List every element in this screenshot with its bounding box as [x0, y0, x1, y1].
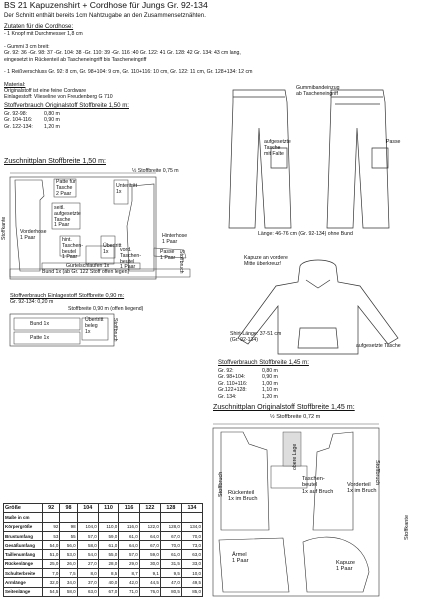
- piece-vorderteil: Vorderteil 1x im Bruch: [347, 482, 377, 495]
- pants-illustration: [225, 85, 415, 238]
- hoodie-tasche-label: aufgesetzte Tasche: [356, 343, 401, 349]
- size-table-cell: 59,0: [139, 550, 160, 559]
- size-table-cell: 116,0: [119, 522, 140, 531]
- zutaten-line: - 1 Reißverschluss Gr. 92: 8 cm, Gr. 98+104: 9 cm, Gr. 110+116: 10 cm, Gr. 122: 11 cm, Gr. 128+134: 12 cm: [4, 69, 253, 76]
- size-table-cell: 31,5: [160, 559, 181, 568]
- size-table-cell: 40,0: [98, 578, 119, 587]
- size-table-cell: 53,0: [60, 550, 77, 559]
- einlage-row: Gr. 92-134: 0,20 m: [10, 299, 54, 305]
- size-row: Gr. 92-98: 0,80 m: [4, 111, 60, 117]
- pants-passe-label: Passe: [386, 139, 401, 145]
- size-table-header-cell: 92: [43, 504, 60, 513]
- size-table-cell: 64,0: [139, 531, 160, 540]
- zutaten-line: - Gummi 3 cm breit:: [4, 43, 50, 50]
- pants-tasche-label: aufgesetzte Tasche mit Falte: [264, 139, 291, 157]
- size-table-cell: 63,0: [77, 587, 98, 596]
- size-table-cell: 61,0: [160, 550, 181, 559]
- size-table-cell: 56,0: [60, 541, 77, 550]
- hoodie-length-label: Shirt-Länge: 37-51 cm (Gr. 92-134): [230, 331, 282, 343]
- size-table-header: [4, 504, 203, 513]
- shirt-obere-lage: obere Lage: [292, 443, 298, 470]
- size-table-cell: 104,0: [77, 522, 98, 531]
- pants-stoffkante: Stoffkante: [1, 216, 7, 240]
- size-table-cell: 7,0: [43, 569, 60, 578]
- piece-untertritt: Unteritritt 1x: [116, 183, 138, 195]
- einlage-heading: Stoffverbrauch Einlagestoff Stoffbreite 0,90 m:: [10, 293, 125, 299]
- size-table-cell: 34,0: [60, 578, 77, 587]
- zuschnittplan-pants-heading: Zuschnittplan Stoffbreite 1,50 m:: [4, 157, 106, 165]
- table-row: [4, 531, 203, 540]
- stoffverbrauch-shirt-heading: Stoffverbrauch Stoffbreite 1,45 m:: [218, 359, 309, 366]
- size-row: Gr. 122-134: 1,20 m: [4, 123, 60, 130]
- size-table-cell: 128,0: [160, 522, 181, 531]
- size-table-subheader-cell: Maße in cm: [4, 513, 43, 522]
- size-row: Gr. 92: 0,80 m: [218, 368, 278, 374]
- shirt-cutting-plan: [213, 422, 385, 598]
- shirt-stoffbruch-right: Stoffbruch: [374, 460, 380, 486]
- table-row: [4, 559, 203, 568]
- size-table-row-label: Rückenlänge: [4, 559, 43, 568]
- size-table-cell: 37,0: [77, 578, 98, 587]
- size-table-cell: 57,0: [77, 531, 98, 540]
- size-table-cell: 29,0: [119, 559, 140, 568]
- shirt-stoffkante: Stoffkante: [404, 514, 410, 540]
- size-table-cell: 42,0: [119, 578, 140, 587]
- pants-gummi-label: Gummibandeinzug ab Tascheneingriff: [296, 85, 340, 97]
- size-table-cell: 10,0: [181, 569, 202, 578]
- zutaten-line: eingesetzt in Rückenteil ab Tascheneingriff bis Tascheneingriff: [4, 56, 147, 63]
- size-table-cell: 70,0: [160, 541, 181, 550]
- size-table-cell: 58,0: [77, 541, 98, 550]
- size-table-cell: 28,0: [98, 559, 119, 568]
- piece-vord-taschenbeutel: vord. Taschen- beutel 1 Paar: [120, 247, 142, 271]
- size-table-cell: 57,0: [119, 550, 140, 559]
- size-table-cell: 33,0: [181, 559, 202, 568]
- size-table-row-label: Schulterbreite: [4, 569, 43, 578]
- size-table-cell: 110,0: [98, 522, 119, 531]
- size-row: Gr. 134: 1,20 m: [218, 393, 278, 400]
- material-line: Originalstoff ist eine feine Cordware: [4, 88, 87, 94]
- size-table-cell: 85,0: [181, 587, 202, 596]
- einlage-width: Stoffbreite 0,90 m (offen liegend): [68, 306, 144, 312]
- size-table-header-cell: 110: [98, 504, 119, 513]
- size-table-cell: 67,0: [160, 531, 181, 540]
- piece-rueckenteil: Rückenteil 1x im Bruch: [228, 490, 258, 503]
- shirt-stoffbruch-left: Stoffbruch: [218, 471, 224, 497]
- size-table-cell: 9,5: [160, 569, 181, 578]
- pants-half-width: ½ Stoffbreite 0,75 m: [132, 168, 179, 174]
- size-table-cell: 30,0: [139, 559, 160, 568]
- size-table-cell: 67,0: [139, 541, 160, 550]
- zutaten-list: [4, 31, 252, 76]
- zutaten-line: Gr. 92: 36 -Gr. 98: 37 -Gr. 104: 38 -Gr. 110: 39 -Gr. 116 :40 Gr. 122: 41 Gr. 128: 42 Gr. 134: 43 cm lang,: [4, 50, 241, 57]
- size-table-cell: 26,0: [60, 559, 77, 568]
- size-table-cell: 59,0: [98, 531, 119, 540]
- size-table-cell: 51,0: [43, 550, 60, 559]
- material-list: [4, 88, 113, 101]
- size-table-cell: 55,0: [98, 550, 119, 559]
- piece-taschenbeutel: Taschen- beutel 1x auf Bruch: [302, 476, 334, 495]
- size-table: [3, 503, 203, 597]
- zutaten-line: - 1 Knopf mit Durchmesser 1,8 cm: [4, 31, 83, 37]
- piece-kapuze: Kapuze 1 Paar: [336, 560, 355, 573]
- size-row: Gr.122+128: 1,10 m: [218, 387, 278, 394]
- piece-seitl-tasche: seitl. aufgesetzte Tasche 1 Paar: [54, 205, 81, 229]
- size-table-header-cell: 104: [77, 504, 98, 513]
- piece-uebertritt: Übertritt 1x: [103, 243, 122, 255]
- intro-text: Der Schnitt enthält bereits 1cm Nahtzugabe an den Zusammensetznähten.: [4, 12, 206, 19]
- stoffverbrauch-shirt-rows: [218, 368, 278, 400]
- size-table-row-label: Seitenlänge: [4, 587, 43, 596]
- table-row: [4, 569, 203, 578]
- size-table-header-cell: 134: [181, 504, 202, 513]
- piece-hint-taschenbeutel: hint. Taschen- beutel 1 Paar: [62, 237, 84, 261]
- table-row: [4, 587, 203, 596]
- piece-hinterhose: Hinterhose 1 Paar: [162, 233, 188, 245]
- size-table-cell: 8,0: [77, 569, 98, 578]
- shirt-half-width: ½ Stoffbreite 0,72 m: [270, 414, 321, 420]
- table-row: [4, 550, 203, 559]
- table-row: [4, 578, 203, 587]
- size-table-cell: 61,0: [98, 541, 119, 550]
- piece-passe: Passe 1 Paar: [160, 249, 176, 261]
- size-table-cell: 54,0: [77, 550, 98, 559]
- size-table-cell: 64,0: [119, 541, 140, 550]
- material-line: Einlagestoff: Vlieseline von Freudenberg G 710: [4, 94, 113, 101]
- size-table-cell: 98: [60, 522, 77, 531]
- size-table-cell: 27,0: [77, 559, 98, 568]
- page-title: BS 21 Kapuzenshirt + Cordhose für Jungs Gr. 92-134: [4, 0, 208, 10]
- size-table-cell: 53: [43, 531, 60, 540]
- size-table-subheader: [4, 513, 203, 522]
- size-table-cell: 67,0: [98, 587, 119, 596]
- size-table-cell: 61,0: [119, 531, 140, 540]
- table-row: [4, 541, 203, 550]
- size-table-cell: 122,0: [139, 522, 160, 531]
- size-table-cell: 134,0: [181, 522, 202, 531]
- pants-stoffbruch: Stoffbruch: [178, 250, 184, 274]
- size-table-cell: 8,7: [119, 569, 140, 578]
- pants-length-label: Länge: 46-76 cm (Gr. 92-134) ohne Bund: [258, 231, 353, 237]
- zuschnittplan-shirt-heading: Zuschnittplan Originalstoff Stoffbreite 1,45 m:: [213, 403, 355, 411]
- einlage-patte: Patte 1x: [30, 335, 50, 341]
- size-table-row-label: Körpergröße: [4, 522, 43, 531]
- size-table-header-cell: 98: [60, 504, 77, 513]
- einlage-bund: Bund 1x: [30, 321, 50, 327]
- hoodie-kapuze-label: Kapuze an vordere Mitte überkreuz!: [244, 255, 288, 267]
- size-table-cell: 9,1: [139, 569, 160, 578]
- piece-guertelschlaufen: Gürtelschlaufen 1x: [66, 263, 110, 269]
- size-table-cell: 71,0: [119, 587, 140, 596]
- piece-aermel: Ärmel 1 Paar: [232, 552, 249, 565]
- size-row: Gr. 104-116: 0,90 m: [4, 117, 60, 124]
- size-table-cell: 63,0: [181, 550, 202, 559]
- size-table-row-label: Armlänge: [4, 578, 43, 587]
- size-table-cell: 54,0: [43, 541, 60, 550]
- material-heading: Material:: [4, 82, 26, 88]
- size-table-cell: 25,0: [43, 559, 60, 568]
- size-table-cell: 7,5: [60, 569, 77, 578]
- size-table-cell: 70,0: [181, 531, 202, 540]
- stoffverbrauch-pants-rows: [4, 111, 60, 130]
- size-table-cell: 49,5: [181, 578, 202, 587]
- stoffverbrauch-pants-heading: Stoffverbrauch Originalstoff Stoffbreite 1,50 m:: [4, 102, 129, 109]
- size-table-cell: 76,0: [139, 587, 160, 596]
- size-table-row-label: Taillenumfang: [4, 550, 43, 559]
- size-row: Gr. 98+104: 0,90 m: [218, 374, 278, 381]
- size-table-row-label: Gesäßumfang: [4, 541, 43, 550]
- size-table-header-cell: 116: [119, 504, 140, 513]
- size-table-cell: 58,0: [60, 587, 77, 596]
- table-row: [4, 522, 203, 531]
- size-table-cell: 80,5: [160, 587, 181, 596]
- size-table-cell: 55: [60, 531, 77, 540]
- size-table-row-label: Brustumfang: [4, 531, 43, 540]
- size-table-cell: 47,0: [160, 578, 181, 587]
- zutaten-heading: Zutaten für die Cordhose:: [4, 23, 74, 30]
- size-table-cell: 54,5: [43, 587, 60, 596]
- einlage-uebertritt: Übertritt beleg 1x: [85, 317, 104, 335]
- size-table-cell: 32,0: [43, 578, 60, 587]
- size-table-header-cell: 122: [139, 504, 160, 513]
- piece-vorderhose: Vorderhose 1 Paar: [20, 229, 47, 241]
- einlage-stoffbruch: Stoffbruch: [112, 318, 118, 342]
- size-table-cell: 8,5: [98, 569, 119, 578]
- piece-patte: Patte für Tasche 2 Paar: [56, 179, 76, 197]
- size-table-header-cell: 128: [160, 504, 181, 513]
- size-table-cell: 92: [43, 522, 60, 531]
- size-table-cell: 73,0: [181, 541, 202, 550]
- size-table-cell: 44,5: [139, 578, 160, 587]
- piece-bund: Bund 1x (ab Gr. 122 Stoff offen legen): [42, 269, 130, 275]
- size-table-header-cell: Größe: [4, 504, 43, 513]
- size-row: Gr. 110+116: 1,00 m: [218, 380, 278, 387]
